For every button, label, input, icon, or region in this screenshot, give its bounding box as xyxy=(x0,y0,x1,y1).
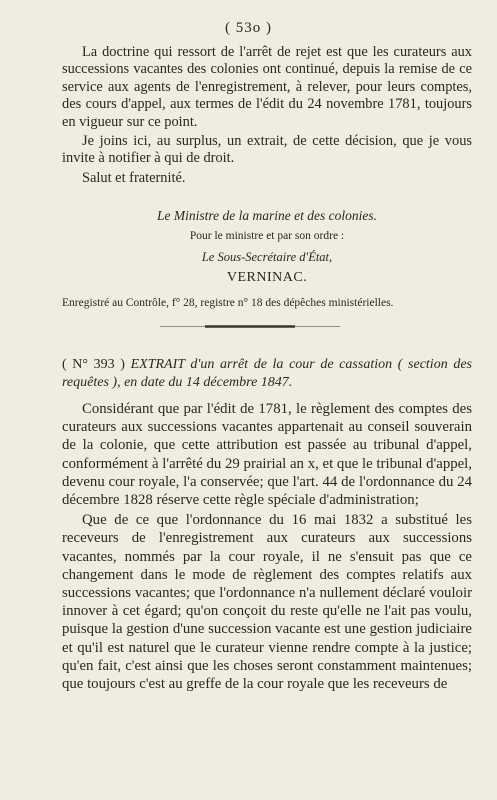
intro-paragraph-2: Je joins ici, au surplus, un extrait, de cette décision, que je vous invite à notifier à qui de droit. xyxy=(62,133,472,167)
decree-heading xyxy=(62,356,472,392)
intro-paragraph-1: La doctrine qui ressort de l'arrêt de rejet est que les curateurs aux successions vacantes des colonies ont continué, depuis la remise de ce service aux agents de l'enregistrement, à relever, pour leurs comptes, des cours d'appel, aux termes de l'édit du 24 novembre 1781, toujours en vigueur sur ce point. xyxy=(62,44,472,130)
signature-name: VERNINAC. xyxy=(226,270,308,285)
body-paragraph-2: Que de ce que l'ordonnance du 16 mai 1832 a substitué les receveurs de l'enregistrement aux curateurs aux successions vacantes, nommés par la cour royale, il ne s'ensuit pas que ce changement dans le mode de règlement des comptes relatifs aux successions vacantes; que l'ordonnance n'a nullement déclaré vouloir innover à cet égard; qu'on conçoit du reste qu'elle ne l'ait pas voulu, puisque la gestion d'une succession vacante est une gestion judiciaire et qu'il est naturel que le curateur vienne rendre compte à la justice; qu'en fait, c'est ainsi que les choses seront constamment maintenues; que toujours c'est au greffe de la cour royale que les receveurs de xyxy=(62,512,472,693)
page-number: ( 53o ) xyxy=(225,20,272,36)
intro-section xyxy=(62,44,472,187)
signature-minister: Le Ministre de la marine et des colonies. xyxy=(157,208,377,223)
signature-block xyxy=(62,208,472,308)
decree-body xyxy=(62,400,472,693)
intro-paragraph-3: Salut et fraternité. xyxy=(82,169,186,186)
signature-order: Pour le ministre et par son ordre : xyxy=(189,230,345,242)
registration-note: Enregistré au Contrôle, f° 28, registre n° 18 des dépêches ministérielles. xyxy=(62,297,394,309)
body-paragraph-1: Considérant que par l'édit de 1781, le règlement des comptes des curateurs aux successions vacantes appartenait au conseil souverain de la colonie, que cette attribution est passée au tribunal d'appel, conformément à l'arrêté du 29 prairial an x, et que le tribunal d'appel, devenu cour royale, l'a conservée; que l'art. 44 de l'ordonnance du 24 décembre 1828 réserve cette règle spéciale d'administration; xyxy=(62,401,472,509)
signature-title: Le Sous-Secrétaire d'État, xyxy=(201,250,333,264)
section-divider xyxy=(160,325,340,328)
decree-number: ( N° 393 ) xyxy=(62,357,125,372)
decree-title: EXTRAIT d'un arrêt de la cour de cassation ( section des requêtes ), en date du 14 décembre 1847. xyxy=(62,357,472,390)
